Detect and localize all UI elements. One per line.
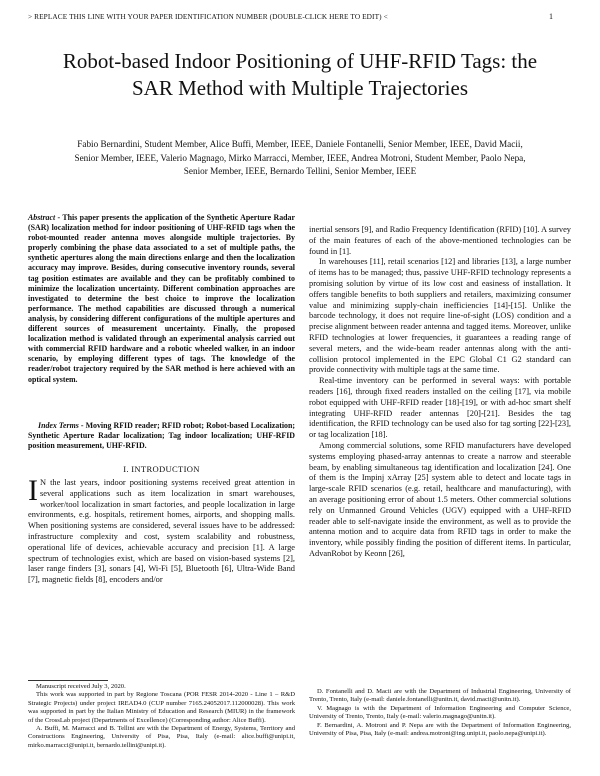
drop-cap: I xyxy=(28,474,38,507)
right-paragraph: inertial sensors [9], and Radio Frequency Identification (RFID) [10]. A survey of the main features of each of the above-mentioned technologies can be found in [1]. xyxy=(309,225,571,256)
introduction-text xyxy=(28,474,295,586)
right-paragraph: Among commercial solutions, some RFID manufacturers have developed systems employing phased-array antennas to create a narrow and steerable beam, by enabling simultaneous tag identification and localization [24]. One of them is the Impinj xArray [25] system able to detect and locate tags in large-scale RFID scenarios (e.g. retail, healthcare and manufacturing), with an average positioning error of about 1.5 meters. Other commercial solutions rely on Unmanned Ground Vehicles (UGV) equipped with a UHF-RFID reader able to self-navigate inside the environment, as well as to provide the antenna motion and to acquire data from RFID tags in order to make the inventory, while possibly finding the position of different items. In particular, AdvanRobot by Keonn [26], xyxy=(309,440,571,558)
footnote: V. Magnago is with the Department of Information Engineering and Computer Science, University of Trento, Trento, Italy (e-mail: valerio.magnago@unitn.it). xyxy=(309,704,571,721)
index-terms xyxy=(28,421,295,451)
introduction-body: N the last years, indoor positioning systems received great attention in several applications such as item localization in smart warehouses, worker/tool localization in smart factories, and people localization in large environments, e.g. hospitals, retirement homes, airports, and shopping malls. When positioning systems are considered, several issues have to be addressed: infrastructure complexity and cost, system scalability and robustness, operational life of devices, achievable accuracy and precision [1]. A large spectrum of technologies exist, which are based on vision-based systems [2], laser range finders [3], sonars [4], Wi-Fi [5], Bluetooth [6], Ultra-Wide Band [7], magnetic fields [8], encoders and/or xyxy=(28,478,295,585)
footnote: F. Bernardini, A. Motroni and P. Nepa are with the Department of Information Engineering, University of Pisa, Pisa, Italy (e-mail: andrea.motroni@ing.unipi.it, paolo.nepa@unipi.it). xyxy=(309,721,571,738)
footnotes-right xyxy=(309,688,571,738)
right-column xyxy=(309,225,571,560)
page-number: 1 xyxy=(549,12,553,21)
footnotes-left xyxy=(28,683,295,750)
author-list: Fabio Bernardini, Student Member, Alice Buffi, Member, IEEE, Daniele Fontanelli, Senior Member, IEEE, David Macii, Senior Member, IEEE, Valerio Magnago, Mirko Marracci, Member, IEEE, Andrea Motroni, Student Member, Paolo Nepa, Senior Member, IEEE, Bernardo Tellini, Senior Member, IEEE xyxy=(74,139,526,176)
abstract-label: Abstract xyxy=(28,213,56,222)
index-terms-text: - Moving RFID reader; RFID robot; Robot-based Localization; Synthetic Aperture Radar localization; Tag indoor localization; UHF-RFID position measurement, UHF-RFID. xyxy=(28,421,295,451)
right-paragraph: Real-time inventory can be performed in several ways: with portable readers [16], through fixed readers installed on the ceiling [17], via mobile robot equipped with UHF-RFID reader [18]-[19], or with ad-hoc smart shelf integrating UHF-RFID reader antennas [20]-[21]. Besides the tag identification, the RFID technology can be used also for tag sorting [22]-[23], or tag localization [18]. xyxy=(309,376,571,440)
footnote-rule-left xyxy=(28,680,108,681)
paper-title: Robot-based Indoor Positioning of UHF-RFID Tags: the SAR Method with Multiple Trajectories xyxy=(62,49,538,100)
running-header: > REPLACE THIS LINE WITH YOUR PAPER IDENTIFICATION NUMBER (DOUBLE-CLICK HERE TO EDIT) < xyxy=(28,12,388,21)
abstract xyxy=(28,213,295,385)
footnote: Manuscript received July 3, 2020. xyxy=(36,683,126,690)
footnote: A. Buffi, M. Marracci and B. Tellini are with the Department of Energy, Systems, Territory and Constructions Engineering, University of Pisa, Pisa, Italy (e-mail: alice.buffi@unipi.it, mirko.marracci@unipi.it, bernardo.tellini@unipi.it). xyxy=(28,725,295,749)
index-terms-label: Index Terms xyxy=(38,421,79,430)
right-paragraph: In warehouses [11], retail scenarios [12] and libraries [13], a large number of items has to be managed; thus, passive UHF-RFID technology represents a promising solution by virtue of its low cost and easiness of installation. It offers tangible benefits to both suppliers and retailers, maximizing consumer value and minimizing supply-chain inefficiencies [14]-[15]. Unlike the barcode technology, it does not require line-of-sight (LOS) condition and a precise alignment between reader antenna and tagged items. Moreover, unlike RFID technologies at lower frequencies, it guarantees a reading range of several meters, and the wide-beam reader antennas along with the anti-collision protocol implemented in the EPC Global C1 G2 standard can provide connectivity with multiple tags at the same time. xyxy=(309,257,571,375)
footnote: This work was supported in part by Regione Toscana (POR FESR 2014-2020 - Line 1 – R&D Strategic Projects) under project IREAD4.0 (CUP number 7165.24052017.112000028). This work was supported in part by the Italian Ministry of Education and Research (MIUR) in the framework of the CrossLab project (Departments of Excellence) (Corresponding author: Alice Buffi). xyxy=(28,691,295,724)
abstract-text: - This paper presents the application of the Synthetic Aperture Radar (SAR) localization method for indoor positioning of UHF-RFID tags when the robot-mounted reader antenna moves alongside multiple trajectories. By properly combining the phase data associated to a set of multiple paths, the synthetic apertures along the main directions enlarge and then the localization accuracy may improve. Besides, during consecutive inventory rounds, several tag position estimates are available and they can be profitably combined to minimize the localization uncertainty. Different combination approaches are investigated to determine the best choice to improve the localization performance. The method capabilities are discussed through a numerical analysis, by considering different configurations of the multiple apertures and different sources of measurement uncertainty. Finally, the proposed localization method is validated through an experimental analysis carried out with commercial RFID hardware and a robotic wheeled walker, in an indoor scenario, by employing different types of tags. The knowledge of the reader/robot trajectory required by the SAR method is here achieved with an optical system. xyxy=(28,213,295,384)
section-heading: I. INTRODUCTION xyxy=(123,464,200,474)
footnote: D. Fontanelli and D. Macii are with the Department of Industrial Engineering, University of Trento, Trento, Italy (e-mail: daniele.fontanelli@unitn.it, david.macii@unitn.it). xyxy=(309,688,571,704)
